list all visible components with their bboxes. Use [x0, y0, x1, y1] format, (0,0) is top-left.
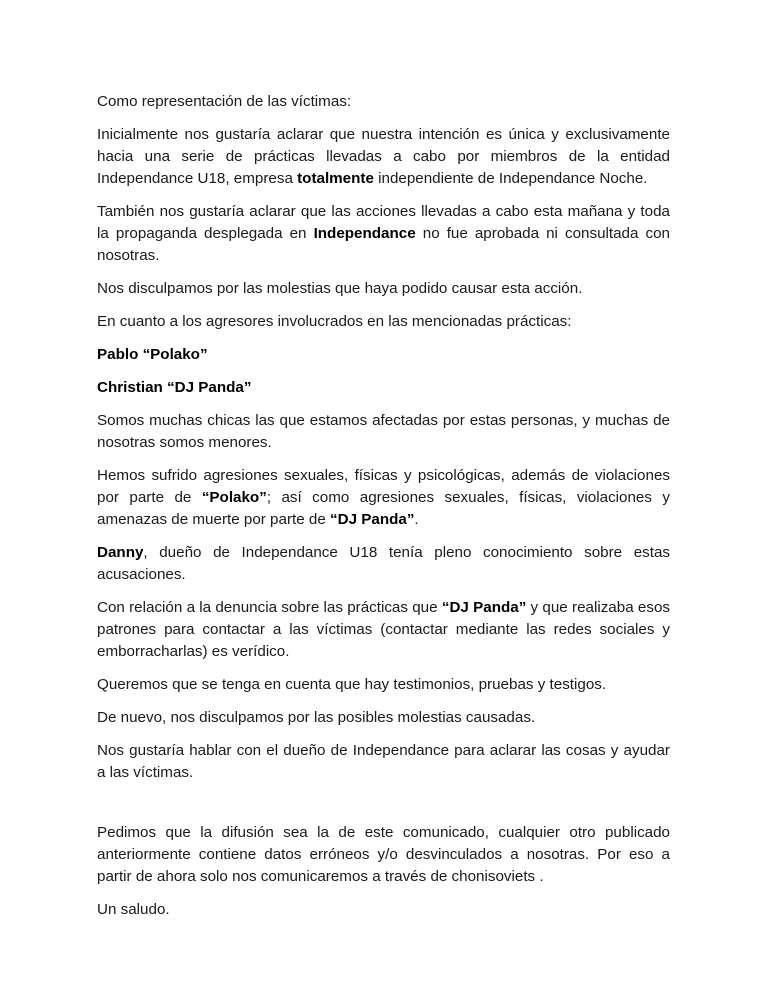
paragraph-diffusion: Pedimos que la difusión sea la de este comunicado, cualquier otro publicado anteriormente contiene datos erróneos y/o desvinculados a nosotras. Por eso a partir de ahora solo nos comunicaremos a través de chonisoviets .	[97, 824, 670, 885]
aggressor-name-1-bold: Pablo “Polako”	[97, 346, 208, 363]
document-page	[97, 91, 670, 932]
paragraph-aggressions-bold-1: “Polako”	[201, 489, 267, 506]
paragraph-talk-owner: Nos gustaría hablar con el dueño de Independance para aclarar las cosas y ayudar a las víctimas.	[97, 742, 670, 781]
paragraph-complaint-text-a: Con relación a la denuncia sobre las prácticas que	[97, 599, 442, 616]
document-heading: Como representación de las víctimas:	[97, 93, 352, 110]
paragraph-evidence: Queremos que se tenga en cuenta que hay testimonios, pruebas y testigos.	[97, 676, 607, 693]
paragraph-propaganda	[97, 201, 670, 267]
paragraph-aggressions	[97, 465, 670, 531]
paragraph-aggressions-bold-2: “DJ Panda”	[330, 511, 415, 528]
paragraph-apology-again: De nuevo, nos disculpamos por las posibles molestias causadas.	[97, 709, 536, 726]
paragraph-owner-knowledge	[97, 542, 670, 586]
paragraph-intention-text-a: Inicialmente nos gustaría aclarar que nuestra intención es única y exclusivamente hacia una serie de prácticas llevadas a cabo por miembros de la entidad Independance U18, empresa	[97, 126, 670, 187]
aggressor-name-2	[97, 377, 670, 399]
paragraph-apology: Nos disculpamos por las molestias que haya podido causar esta acción.	[97, 280, 583, 297]
paragraph-intention-bold: totalmente	[297, 170, 374, 187]
paragraph-aggressions-text-c: ; así como agresiones sexuales, físicas, violaciones y amenazas de muerte por parte de	[97, 489, 671, 528]
aggressor-name-2-bold: Christian “DJ Panda”	[97, 379, 252, 396]
paragraph-intention	[97, 124, 670, 190]
paragraph-propaganda-text-a: También nos gustaría aclarar que las acciones llevadas a cabo esta mañana y toda la propaganda desplegada en	[97, 203, 670, 242]
paragraph-aggressions-text-e: .	[414, 511, 419, 528]
paragraph-affected: Somos muchas chicas las que estamos afectadas por estas personas, y muchas de nosotras somos menores.	[97, 412, 670, 451]
paragraph-owner-knowledge-bold: Danny	[97, 544, 144, 561]
paragraph-intention-text-c: independiente de Independance Noche.	[373, 170, 648, 187]
paragraph-owner-knowledge-text: , dueño de Independance U18 tenía pleno conocimiento sobre estas acusaciones.	[97, 544, 670, 583]
paragraph-propaganda-bold: Independance	[313, 225, 416, 242]
paragraph-propaganda-text-c: no fue aprobada ni consultada con nosotras.	[97, 225, 670, 264]
paragraph-complaint-text-c: y que realizaba esos patrones para contactar a las víctimas (contactar mediante las redes sociales y emborracharlas) es verídico.	[97, 599, 670, 660]
paragraph-aggressors-intro: En cuanto a los agresores involucrados en las mencionadas prácticas:	[97, 313, 572, 330]
paragraph-complaint	[97, 597, 670, 663]
paragraph-aggressions-text-a: Hemos sufrido agresiones sexuales, físicas y psicológicas, además de violaciones por parte de	[97, 467, 670, 506]
aggressor-name-1	[97, 344, 670, 366]
paragraph-complaint-bold: “DJ Panda”	[441, 599, 527, 616]
closing-greeting: Un saludo.	[97, 901, 170, 918]
